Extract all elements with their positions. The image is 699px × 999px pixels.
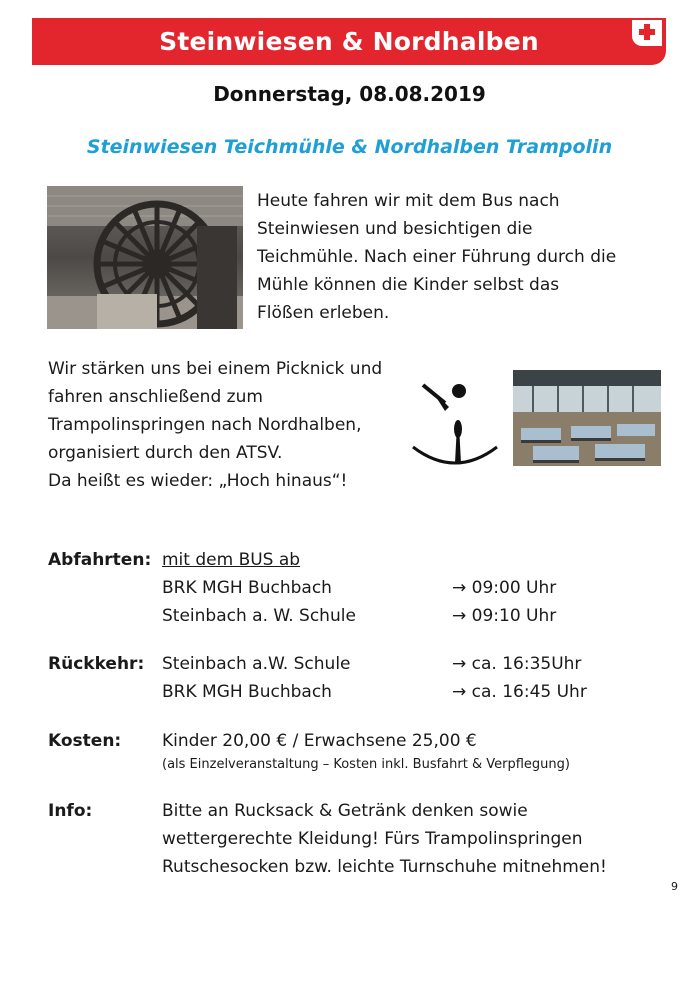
event-subtitle: Steinwiesen Teichmühle & Nordhalben Trampolin xyxy=(86,136,613,158)
info-label: Info: xyxy=(48,801,93,821)
info-text xyxy=(162,797,607,881)
departures-header-row xyxy=(0,546,699,574)
picnic-line: Trampolinspringen nach Nordhalben, xyxy=(48,415,362,435)
title-banner xyxy=(32,18,666,65)
red-cross-icon xyxy=(632,20,662,46)
trampoline-hall-photo xyxy=(513,370,661,466)
return-time: → ca. 16:45 Uhr xyxy=(452,682,587,702)
intro-line: Steinwiesen und besichtigen die xyxy=(257,219,533,239)
intro-line: Teichmühle. Nach einer Führung durch die xyxy=(257,247,617,267)
departures-label: Abfahrten: xyxy=(48,550,152,570)
departure-place: Steinbach a. W. Schule xyxy=(162,606,356,626)
event-date: Donnerstag, 08.08.2019 xyxy=(213,82,486,106)
departure-time: → 09:00 Uhr xyxy=(452,578,557,598)
page-title: Steinwiesen & Nordhalben xyxy=(159,27,539,56)
trampoline-jumper-icon xyxy=(405,377,505,472)
picnic-line: Da heißt es wieder: „Hoch hinaus“! xyxy=(48,471,348,491)
departure-row xyxy=(0,574,699,602)
picnic-line: fahren anschließend zum xyxy=(48,387,263,407)
return-row xyxy=(0,650,699,678)
return-label: Rückkehr: xyxy=(48,654,145,674)
picnic-line: Wir stärken uns bei einem Picknick und xyxy=(48,359,383,379)
intro-line: Mühle können die Kinder selbst das xyxy=(257,275,560,295)
info-line: wettergerechte Kleidung! Fürs Trampolinspringen xyxy=(162,829,583,849)
return-place: BRK MGH Buchbach xyxy=(162,682,332,702)
info-line: Rutschesocken bzw. leichte Turnschuhe mitnehmen! xyxy=(162,857,607,877)
picnic-line: organisiert durch den ATSV. xyxy=(48,443,283,463)
departures-intro: mit dem BUS ab xyxy=(162,550,301,570)
departure-place: BRK MGH Buchbach xyxy=(162,578,332,598)
departure-row xyxy=(0,602,699,630)
return-time: → ca. 16:35Uhr xyxy=(452,654,582,674)
info-block xyxy=(0,797,699,881)
page-number: 9 xyxy=(671,880,678,893)
water-wheel-photo xyxy=(47,186,243,329)
costs-value: Kinder 20,00 € / Erwachsene 25,00 € xyxy=(162,731,477,751)
intro-line: Heute fahren wir mit dem Bus nach xyxy=(257,191,560,211)
return-row xyxy=(0,678,699,706)
costs-note: (als Einzelveranstaltung – Kosten inkl. Busfahrt & Verpflegung) xyxy=(162,757,570,772)
intro-line: Flößen erleben. xyxy=(257,303,390,323)
intro-paragraph xyxy=(257,187,616,327)
costs-label: Kosten: xyxy=(48,731,122,751)
info-line: Bitte an Rucksack & Getränk denken sowie xyxy=(162,801,528,821)
costs-row xyxy=(0,727,699,755)
departure-time: → 09:10 Uhr xyxy=(452,606,557,626)
picnic-paragraph xyxy=(48,355,382,495)
return-place: Steinbach a.W. Schule xyxy=(162,654,351,674)
